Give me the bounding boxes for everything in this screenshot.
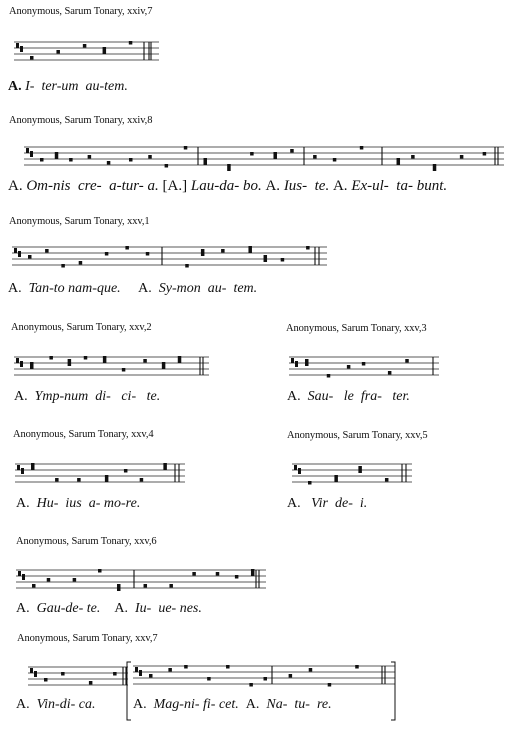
neume bbox=[107, 161, 111, 165]
neume bbox=[221, 249, 225, 253]
neume bbox=[103, 51, 107, 55]
neume bbox=[113, 672, 117, 676]
neume bbox=[433, 164, 437, 168]
clef-mark bbox=[34, 671, 37, 677]
neume bbox=[360, 146, 364, 150]
neume bbox=[129, 158, 133, 162]
neume bbox=[163, 463, 167, 467]
neume bbox=[273, 156, 277, 160]
clef-mark bbox=[18, 571, 21, 576]
neume bbox=[146, 252, 150, 256]
example-header-xxv7: Anonymous, Sarum Tonary, xxv,7 bbox=[17, 633, 158, 644]
neume bbox=[125, 246, 128, 250]
lyrics-xxiv8: A. Om-nis cre- a-tur- a. [A.] Lau-da- bo. A. Ius- te. A. Ex-ul- ta- bunt. bbox=[8, 178, 448, 194]
neume bbox=[362, 362, 366, 366]
neume bbox=[68, 363, 72, 367]
neume bbox=[163, 467, 167, 471]
neume bbox=[47, 578, 51, 582]
neume bbox=[105, 475, 109, 479]
clef-mark bbox=[21, 468, 24, 474]
neume bbox=[69, 158, 73, 162]
neume bbox=[227, 168, 231, 172]
neume bbox=[309, 668, 313, 672]
neume bbox=[149, 674, 153, 678]
neume bbox=[55, 156, 59, 160]
neume bbox=[264, 259, 268, 263]
neume bbox=[162, 366, 166, 370]
neume bbox=[55, 478, 59, 482]
neume bbox=[117, 584, 121, 588]
staff-xxv3 bbox=[289, 355, 439, 383]
neume bbox=[264, 255, 268, 259]
neume bbox=[289, 674, 293, 678]
lyrics-xxv6: A. Gau-de- te. A. Iu- ue- nes. bbox=[16, 601, 202, 616]
example-header-xxv5: Anonymous, Sarum Tonary, xxv,5 bbox=[287, 430, 428, 441]
neume bbox=[308, 481, 312, 485]
neume bbox=[306, 246, 310, 250]
neume bbox=[290, 149, 294, 153]
neume bbox=[305, 363, 309, 367]
neume bbox=[140, 478, 144, 482]
clef-mark bbox=[20, 46, 23, 52]
neume bbox=[347, 365, 351, 369]
neume bbox=[79, 261, 83, 265]
neume bbox=[73, 578, 77, 582]
neume bbox=[56, 50, 60, 54]
editorial-bracket bbox=[127, 662, 131, 720]
neume bbox=[68, 359, 72, 363]
neume bbox=[88, 155, 92, 159]
neume bbox=[105, 252, 109, 256]
neume bbox=[168, 668, 172, 672]
example-header-xxv4: Anonymous, Sarum Tonary, xxv,4 bbox=[13, 429, 154, 440]
neume bbox=[483, 152, 487, 156]
neume bbox=[45, 249, 49, 253]
neume bbox=[460, 155, 464, 159]
clef-mark bbox=[30, 668, 33, 673]
neume bbox=[61, 264, 65, 268]
staff-xxv7 bbox=[28, 665, 128, 693]
neume bbox=[184, 665, 188, 669]
neume bbox=[248, 250, 252, 254]
neume bbox=[251, 573, 255, 577]
clef-mark bbox=[294, 465, 297, 470]
neume bbox=[226, 665, 230, 669]
neume bbox=[192, 572, 196, 576]
staff-xxiv7 bbox=[14, 40, 159, 72]
neume bbox=[313, 155, 317, 159]
neume bbox=[40, 158, 44, 162]
clef-mark bbox=[17, 465, 20, 470]
neume bbox=[328, 683, 332, 687]
neume bbox=[358, 466, 362, 470]
neume bbox=[55, 152, 59, 156]
example-header-xxv1: Anonymous, Sarum Tonary, xxv,1 bbox=[9, 216, 150, 227]
neume bbox=[273, 152, 277, 156]
neume bbox=[203, 158, 207, 162]
lyrics-xxv5: A. Vir de- i. bbox=[287, 496, 368, 511]
neume bbox=[411, 155, 415, 159]
lyrics-xxv7-bracketed: A. Mag-ni- fi- cet. A. Na- tu- re. bbox=[133, 697, 332, 712]
lyrics-xxv4: A. Hu- ius a- mo-re. bbox=[16, 496, 141, 511]
neume bbox=[83, 44, 87, 48]
lyrics-xxv1: A. Tan-to nam-que. A. Sy-mon au- tem. bbox=[8, 281, 258, 296]
lyrics-xxv7: A. Vin-di- ca. bbox=[16, 697, 96, 712]
clef-mark bbox=[291, 358, 294, 363]
neume bbox=[385, 478, 389, 482]
neume bbox=[98, 569, 102, 573]
neume bbox=[405, 359, 409, 363]
neume bbox=[169, 584, 173, 588]
clef-mark bbox=[298, 468, 301, 474]
neume bbox=[433, 168, 437, 172]
example-header-xxv2: Anonymous, Sarum Tonary, xxv,2 bbox=[11, 322, 152, 333]
clef-mark bbox=[135, 667, 138, 672]
clef-mark bbox=[30, 151, 33, 157]
neume bbox=[185, 264, 189, 268]
neume bbox=[61, 672, 65, 676]
neume bbox=[248, 246, 252, 250]
neume bbox=[397, 158, 401, 162]
neume bbox=[30, 56, 34, 60]
neume bbox=[28, 255, 32, 259]
neume bbox=[203, 162, 207, 166]
neume bbox=[250, 152, 254, 156]
neume bbox=[327, 374, 331, 378]
example-header-xxiv7: Anonymous, Sarum Tonary, xxiv,7 bbox=[9, 6, 153, 17]
neume bbox=[249, 683, 253, 687]
neume bbox=[84, 356, 88, 360]
lyrics-xxv3: A. Sau- le fra- ter. bbox=[287, 389, 410, 404]
neume bbox=[77, 478, 81, 482]
clef-mark bbox=[20, 361, 23, 367]
neume bbox=[207, 677, 211, 681]
neume bbox=[89, 681, 93, 685]
neume bbox=[264, 677, 268, 681]
neume bbox=[103, 47, 107, 51]
example-header-xxv6: Anonymous, Sarum Tonary, xxv,6 bbox=[16, 536, 157, 547]
neume bbox=[334, 475, 338, 479]
neume bbox=[32, 584, 36, 588]
clef-mark bbox=[16, 358, 19, 363]
clef-mark bbox=[14, 248, 17, 253]
neume bbox=[31, 463, 35, 467]
neume bbox=[178, 356, 182, 360]
neume bbox=[129, 41, 133, 45]
neume bbox=[103, 356, 107, 360]
staff-xxiv8 bbox=[24, 145, 504, 177]
neume bbox=[184, 146, 188, 150]
staff-xxv4 bbox=[15, 462, 185, 490]
clef-mark bbox=[22, 574, 25, 580]
neume bbox=[144, 584, 148, 588]
staff-xxv6 bbox=[16, 568, 266, 596]
neume bbox=[355, 665, 359, 669]
neume bbox=[31, 467, 35, 471]
neume bbox=[235, 575, 239, 579]
neume bbox=[30, 366, 34, 370]
staff-xxv2 bbox=[14, 355, 209, 383]
neume bbox=[178, 360, 182, 364]
staff-xxv5 bbox=[292, 462, 412, 490]
neume bbox=[216, 572, 220, 576]
clef-mark bbox=[139, 670, 142, 676]
lyrics-xxv2: A. Ymp-num di- ci- te. bbox=[14, 389, 161, 404]
neume bbox=[49, 356, 53, 360]
neume bbox=[105, 479, 109, 483]
neume bbox=[397, 162, 401, 166]
neume bbox=[201, 249, 205, 253]
clef-mark bbox=[16, 43, 19, 48]
editorial-bracket bbox=[391, 662, 395, 720]
neume bbox=[30, 362, 34, 366]
neume bbox=[165, 164, 169, 168]
neume bbox=[143, 359, 147, 363]
neume bbox=[334, 479, 338, 483]
example-header-xxv3: Anonymous, Sarum Tonary, xxv,3 bbox=[286, 323, 427, 334]
neume bbox=[201, 253, 205, 257]
neume bbox=[162, 362, 166, 366]
neume bbox=[117, 588, 121, 592]
neume bbox=[305, 359, 309, 363]
neume bbox=[44, 678, 48, 682]
neume bbox=[388, 371, 392, 375]
staff-xxv1 bbox=[12, 245, 327, 273]
neume bbox=[103, 360, 107, 364]
clef-mark bbox=[26, 148, 29, 153]
example-header-xxiv8: Anonymous, Sarum Tonary, xxiv,8 bbox=[9, 115, 153, 126]
neume bbox=[124, 469, 128, 473]
neume bbox=[251, 569, 255, 573]
neume bbox=[148, 155, 152, 159]
neume bbox=[358, 470, 362, 474]
lyrics-xxiv7: A. I- ter-um au-tem. bbox=[8, 79, 128, 94]
neume bbox=[122, 368, 126, 372]
clef-mark bbox=[295, 361, 298, 367]
neume bbox=[281, 258, 285, 262]
neume bbox=[227, 164, 231, 168]
neume bbox=[333, 158, 337, 162]
clef-mark bbox=[18, 251, 21, 257]
